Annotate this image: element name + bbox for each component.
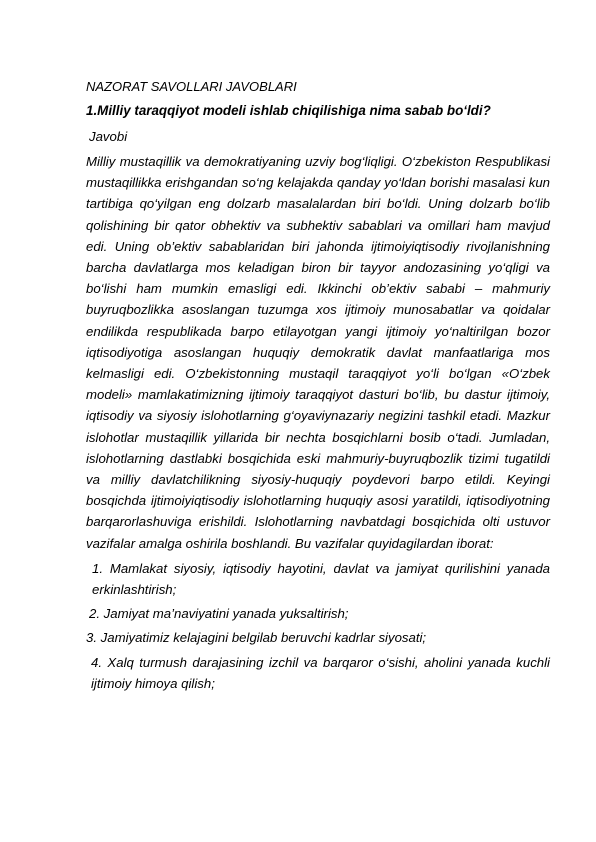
list-item: 4. Xalq turmush darajasining izchil va barqaror o‘sishi, aholini yanada kuchli ijtimoiy himoya qilish; [91, 654, 550, 691]
document-page [86, 78, 550, 697]
section-heading: NAZORAT SAVOLLARI JAVOBLARI [86, 79, 297, 94]
question-title: 1.Milliy taraqqiyot modeli ishlab chiqilishiga nima sabab bo‘ldi? [86, 103, 491, 118]
answer-label: Javobi [89, 129, 128, 144]
answer-paragraph: Milliy mustaqillik va demokratiyaning uzviy bog‘liqligi. O‘zbekiston Respublikasi mustaqillikka erishgandan so‘ng kelajakda qanday yo‘ldan borishi masalasi kun tartibiga qo‘yilgan eng dolzarb masalalardan biri bo‘ldi. Uning dolzarb bo‘lib qolishining bir qator obhektiv va subhektiv sabablari va omillari ham mavjud edi. Uning ob’ektiv sabablaridan biri jahonda ijtimoiyiqtisodiy rivojlanishning barcha davlatlarga mos keladigan biron bir tayyor andozasining yo‘qligi va bo‘lishi ham mumkin emasligi edi. Ikkinchi ob’ektiv sababi – mahmuriy buyruqbozlikka asoslangan tuzumga xos ijtimoiy munosabatlar va qoidalar endilikda respublikada barpo etilayotgan yangi ijtimoiy yo‘naltirilgan bozor iqtisodiyotiga asoslangan huquqiy demokratik davlat manfaatlariga mos kelmasligi edi. O‘zbekistonning mustaqil taraqqiyot yo‘li bo‘lgan «O‘zbek modeli» mamlakatimizning ijtimoiy taraqqiyot dasturi bo‘lib, bu dastur ijtimoiy, iqtisodiy va siyosiy islohotlarning g‘oyaviynazariy negizini tashkil etadi. Mazkur islohotlar mustaqillik yillarida bir nechta bosqichlarni bosib o‘tadi. Jumladan, islohotlarning dastlabki bosqichida eski mahmuriy-buyruqbozlik tizimi tugatildi va milliy davlatchilikning siyosiy-huquqiy poydevori barpo etildi. Keyingi bosqichda ijtimoiyiqtisodiy islohotlarning huquqiy asosi yaratildi, iqtisodiyotning barqarorlashuviga erishildi. Islohotlarning navbatdagi bosqichida olti ustuvor vazifalar amalga oshirila boshlandi. Bu vazifalar quyidagilardan iborat: [86, 154, 550, 551]
list-item: 3. Jamiyatimiz kelajagini belgilab beruvchi kadrlar siyosati; [86, 630, 427, 646]
list-item: 2. Jamiyat ma’naviyatini yanada yuksaltirish; [89, 606, 349, 622]
list-item: 1. Mamlakat siyosiy, iqtisodiy hayotini, davlat va jamiyat qurilishini yanada erkinlashtirish; [92, 560, 550, 598]
